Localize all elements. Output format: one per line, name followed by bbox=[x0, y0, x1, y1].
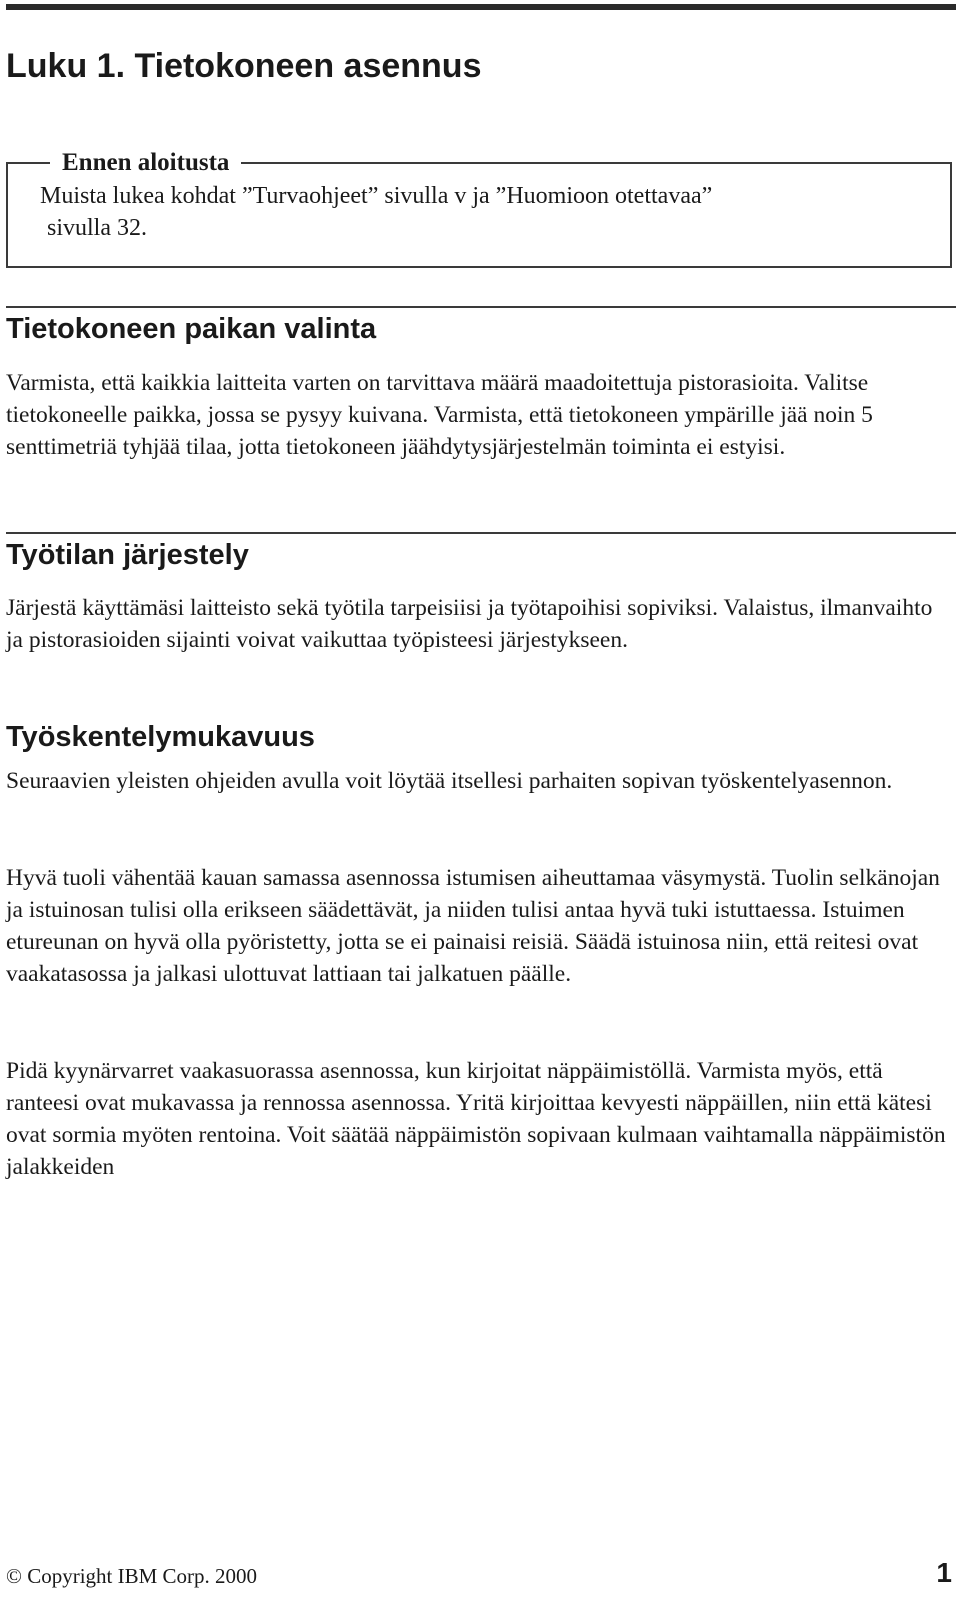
section-rule bbox=[6, 532, 956, 534]
paragraph-comfort-intro: Seuraavien yleisten ohjeiden avulla voit löytää itsellesi parhaiten sopivan työskentelyasennon. bbox=[6, 768, 893, 794]
page-number: 1 bbox=[936, 1557, 952, 1588]
notice-label: Ennen aloitusta bbox=[50, 148, 241, 178]
paragraph-location: Varmista, että kaikkia laitteita varten on tarvittava määrä maadoitettuja pistorasioita. Valitse tietokoneelle paikka, jossa se pysyy kuivana. Varmista, että tietokoneen ympärille jää noin 5 senttimetriä tyhjää tilaa, jotta tietokoneen jäähdytysjärjestelmän toiminta ei estyisi. bbox=[6, 370, 873, 460]
section-heading-workspace: Työtilan järjestely bbox=[6, 539, 249, 571]
chapter-title: Luku 1. Tietokoneen asennus bbox=[6, 47, 482, 85]
before-you-begin-box bbox=[6, 149, 952, 268]
notice-text-line2: sivulla 32. bbox=[47, 215, 147, 241]
notice-text-line1: Muista lukea kohdat ”Turvaohjeet” sivulla v ja ”Huomioon otettavaa” bbox=[40, 183, 713, 209]
notice-text bbox=[40, 180, 920, 244]
section-rule bbox=[6, 306, 956, 308]
paragraph-keyboard: Pidä kyynärvarret vaakasuorassa asennossa, kun kirjoitat näppäimistöllä. Varmista myös, että ranteesi ovat mukavassa ja rennossa asennossa. Yritä kirjoittaa kevyesti näppäillen, niin että kätesi ovat sormia myöten rentoina. Voit säätää näppäimistön sopivaan kulmaan vaihtamalla näppäimistön jalakkeiden bbox=[6, 1058, 946, 1180]
section-heading-comfort: Työskentelymukavuus bbox=[6, 721, 315, 753]
section-heading-location: Tietokoneen paikan valinta bbox=[6, 313, 377, 345]
footer-copyright: © Copyright IBM Corp. 2000 bbox=[6, 1564, 258, 1588]
top-rule bbox=[6, 4, 956, 10]
paragraph-chair: Hyvä tuoli vähentää kauan samassa asennossa istumisen aiheuttamaa väsymystä. Tuolin selkänojan ja istuinosan tulisi olla erikseen säädettävät, ja niiden tulisi antaa hyvä tuki istuttaessa. Istuimen etureunan on hyvä olla pyöristetty, jotta se ei painaisi reisiä. Säädä istuinosa niin, että reitesi ovat vaakatasossa ja jalkasi ulottuvat lattiaan tai jalkatuen päälle. bbox=[6, 865, 940, 987]
paragraph-workspace: Järjestä käyttämäsi laitteisto sekä työtila tarpeisiisi ja työtapoihisi sopiviksi. Valaistus, ilmanvaihto ja pistorasioiden sijainti voivat vaikuttaa työpisteesi järjestykseen. bbox=[6, 595, 933, 653]
